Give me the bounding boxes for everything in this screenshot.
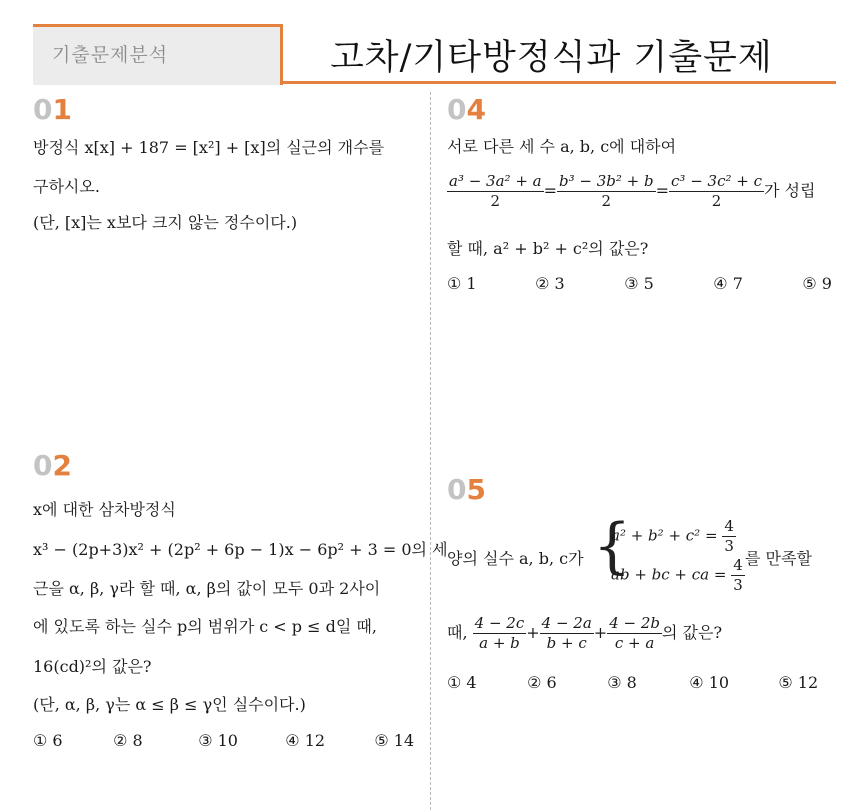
q2-line-2: x³ − (2p+3)x² + (2p² + 6p − 1)x − 6p² + 3 = 0의 세: [33, 540, 448, 559]
title-underline: [283, 81, 836, 84]
q4-choice-3[interactable]: ③ 5: [624, 274, 654, 293]
q2-choice-4[interactable]: ④ 12: [285, 731, 326, 750]
q2-choice-2[interactable]: ② 8: [113, 731, 143, 750]
q4-choice-5[interactable]: ⑤ 9: [802, 274, 832, 293]
q5-fraction-1: $\frac{4 - 2c}{a + b}$: [474, 614, 525, 652]
question-number-02: 02: [33, 449, 72, 482]
q2-choices: [33, 731, 414, 750]
q5-fraction-line: 때, $\frac{4 - 2c}{a + b}$ + $\frac{4 - 2a}{b + c}$ + $\frac{4 - 2b}{c + a}$ 의 값은?: [447, 614, 723, 652]
q5-choice-4[interactable]: ④ 10: [689, 673, 730, 692]
q4-fraction-line: $\frac{\text{a³ − 3a² + a}}{2}$ = $\frac{\text{b³ − 3b² + b}}{2}$ = $\frac{\text{c³ − 3c² + c}}{2}$ 가 성립: [449, 172, 816, 210]
q4-choice-2[interactable]: ② 3: [535, 274, 565, 293]
q5-after-system: 를 만족할: [745, 549, 812, 568]
q2-line-4: 에 있도록 하는 실수 p의 범위가 c < p ≤ d일 때,: [33, 617, 377, 636]
header-tag: 기출문제분석: [52, 44, 169, 66]
q2-line-3: 근을 α, β, γ라 할 때, α, β의 값이 모두 0과 2사이: [33, 579, 381, 598]
q4-fraction-c: $\frac{\text{c³ − 3c² + c}}{2}$: [671, 172, 762, 210]
question-number-01: 01: [33, 93, 72, 126]
q4-line-1: 서로 다른 세 수 a, b, c에 대하여: [447, 137, 677, 156]
q5-fraction-2: $\frac{4 - 2a}{b + c}$: [541, 614, 592, 652]
q5-system-eq-1: a² + b² + c² = $\frac{4}{3}$: [611, 517, 734, 555]
q4-line-3: 할 때, a² + b² + c²의 값은?: [447, 239, 649, 258]
q2-line-1: x에 대한 삼차방정식: [33, 500, 176, 519]
q4-choice-4[interactable]: ④ 7: [713, 274, 743, 293]
question-number-05: 05: [447, 473, 486, 506]
q4-fraction-b: $\frac{\text{b³ − 3b² + b}}{2}$: [559, 172, 654, 210]
page-title: 고차/기타방정식과 기출문제: [330, 38, 773, 78]
q1-line-2: 구하시오.: [33, 177, 100, 196]
q1-line-3: (단, [x]는 x보다 크지 않는 정수이다.): [33, 213, 298, 232]
q2-line-5: 16(cd)²의 값은?: [33, 657, 152, 676]
q4-choices: [447, 274, 832, 293]
q5-choice-3[interactable]: ③ 8: [607, 673, 637, 692]
q5-system-brace: {: [593, 511, 632, 581]
q4-choice-1[interactable]: ① 1: [447, 274, 477, 293]
q2-choice-5[interactable]: ⑤ 14: [374, 731, 415, 750]
q5-system-eq-2: ab + bc + ca = $\frac{4}{3}$: [611, 556, 743, 594]
q5-choices: [447, 673, 818, 692]
q1-line-1: 방정식 x[x] + 187 = [x²] + [x]의 실근의 개수를: [33, 138, 385, 157]
question-number-04: 04: [447, 93, 486, 126]
q5-fraction-3: $\frac{4 - 2b}{c + a}$: [609, 614, 660, 652]
q5-choice-2[interactable]: ② 6: [527, 673, 557, 692]
q4-after-fraction: 가 성립: [764, 181, 816, 200]
column-divider: [430, 92, 431, 810]
q2-choice-3[interactable]: ③ 10: [198, 731, 238, 750]
q5-choice-5[interactable]: ⑤ 12: [778, 673, 819, 692]
q5-choice-1[interactable]: ① 4: [447, 673, 477, 692]
q5-intro: 양의 실수 a, b, c가: [447, 549, 584, 568]
q2-line-6: (단, α, β, γ는 α ≤ β ≤ γ인 실수이다.): [33, 695, 306, 714]
q2-choice-1[interactable]: ① 6: [33, 731, 63, 750]
q4-fraction-a: $\frac{\text{a³ − 3a² + a}}{2}$: [449, 172, 542, 210]
